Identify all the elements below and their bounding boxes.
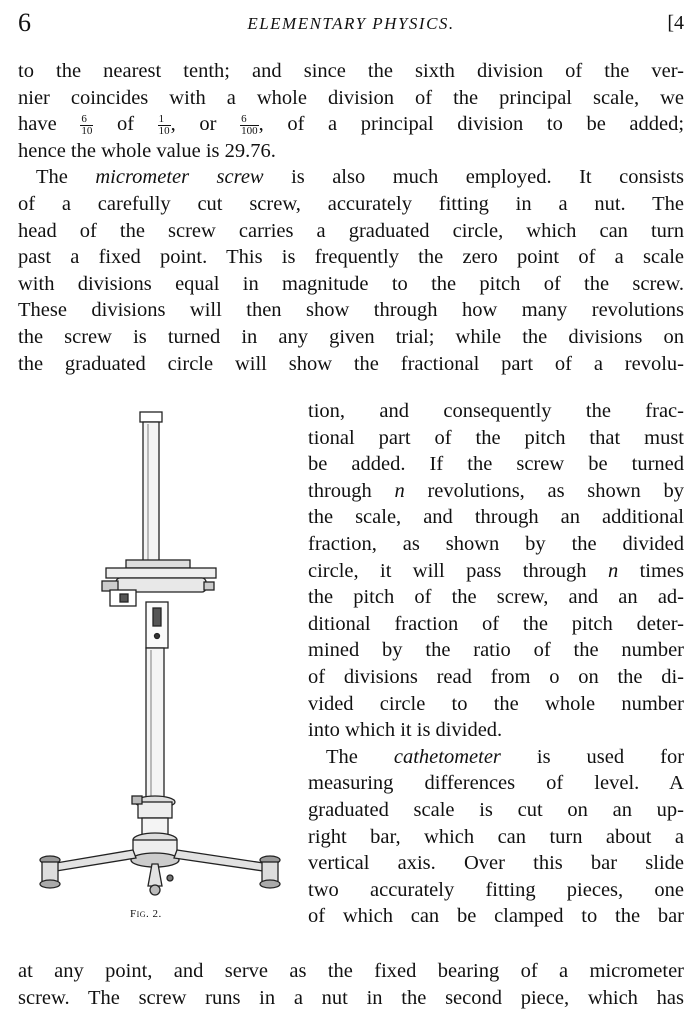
text-line: of which can be clamped to the bar (308, 905, 684, 928)
text-line: into which it is divided. (308, 719, 503, 742)
text-line: the graduated circle will show the fractional part of a revolu- (18, 352, 684, 375)
figure-cathetometer (20, 388, 305, 948)
text-line: vertical axis. Over this bar slide (308, 852, 684, 875)
body-text-top (18, 58, 684, 377)
body-text-bottom (18, 958, 684, 1011)
text-line: fraction, as shown by the divided (308, 532, 684, 555)
text-line: ditional fraction of the pitch deter- (308, 612, 684, 635)
page-header (18, 8, 684, 40)
fraction: $\frac{6}{100}$ (241, 113, 258, 138)
body-text-side (308, 398, 684, 930)
fraction: $\frac{1}{10}$ (158, 113, 170, 138)
text-line: vided circle to the whole number (308, 692, 684, 715)
text-line: measuring differences of level. A (308, 772, 684, 795)
text-line: right bar, which can turn about a (308, 825, 684, 848)
text-line-with-fractions: have $\frac{6}{10}$ of $\frac{1}{10}$ , or $\frac{6}{100}$ , of a principal division to be added; (18, 113, 685, 138)
text-line: hence the whole value is 29.76. (18, 139, 276, 162)
text-line: mined by the ratio of the number (308, 639, 684, 662)
text-line: past a fixed point. This is frequently the zero point of a scale (18, 246, 684, 269)
text-line: tion, and consequently the frac- (308, 400, 684, 422)
text-line: at any point, and serve as the fixed bearing of a micrometer (18, 960, 684, 982)
cathetometer-illustration-icon (20, 388, 305, 928)
text-line: through n revolutions, as shown by (308, 479, 685, 502)
text-line: nier coincides with a whole division of the principal scale, we (18, 86, 684, 109)
fraction: $\frac{6}{10}$ (81, 113, 93, 138)
running-head: ELEMENTARY PHYSICS. (247, 14, 455, 33)
text-line: circle, it will pass through n times (308, 559, 685, 582)
text-line: tional part of the pitch that must (308, 426, 684, 449)
text-line: with divisions equal in magnitude to the pitch of the screw. (18, 272, 684, 295)
text-line: screw. The screw runs in a nut in the second piece, which has (18, 986, 684, 1009)
text-line: of a carefully cut screw, accurately fitting in a nut. The (18, 192, 684, 215)
text-line: of divisions read from o on the di- (308, 665, 684, 688)
paragraph-start: The cathetometer is used for (326, 745, 685, 768)
text-line: graduated scale is cut on an up- (308, 798, 684, 821)
section-marker: [4 (667, 12, 684, 34)
text-line: two accurately fitting pieces, one (308, 878, 684, 901)
figure-caption: Fig. 2. (130, 908, 162, 920)
text-line: the pitch of the screw, and an ad- (308, 586, 684, 609)
text-line: the screw is turned in any given trial; while the divisions on (18, 325, 684, 348)
text-line: These divisions will then show through how many revolutions (18, 299, 684, 322)
paragraph-start: The micrometer screw is also much employed. It consists (36, 166, 685, 189)
text-line: to the nearest tenth; and since the sixth division of the ver- (18, 60, 684, 82)
text-line: head of the screw carries a graduated circle, which can turn (18, 219, 684, 242)
text-line: the scale, and through an additional (308, 506, 684, 529)
page-number: 6 (18, 8, 31, 37)
text-line: be added. If the screw be turned (308, 453, 684, 476)
